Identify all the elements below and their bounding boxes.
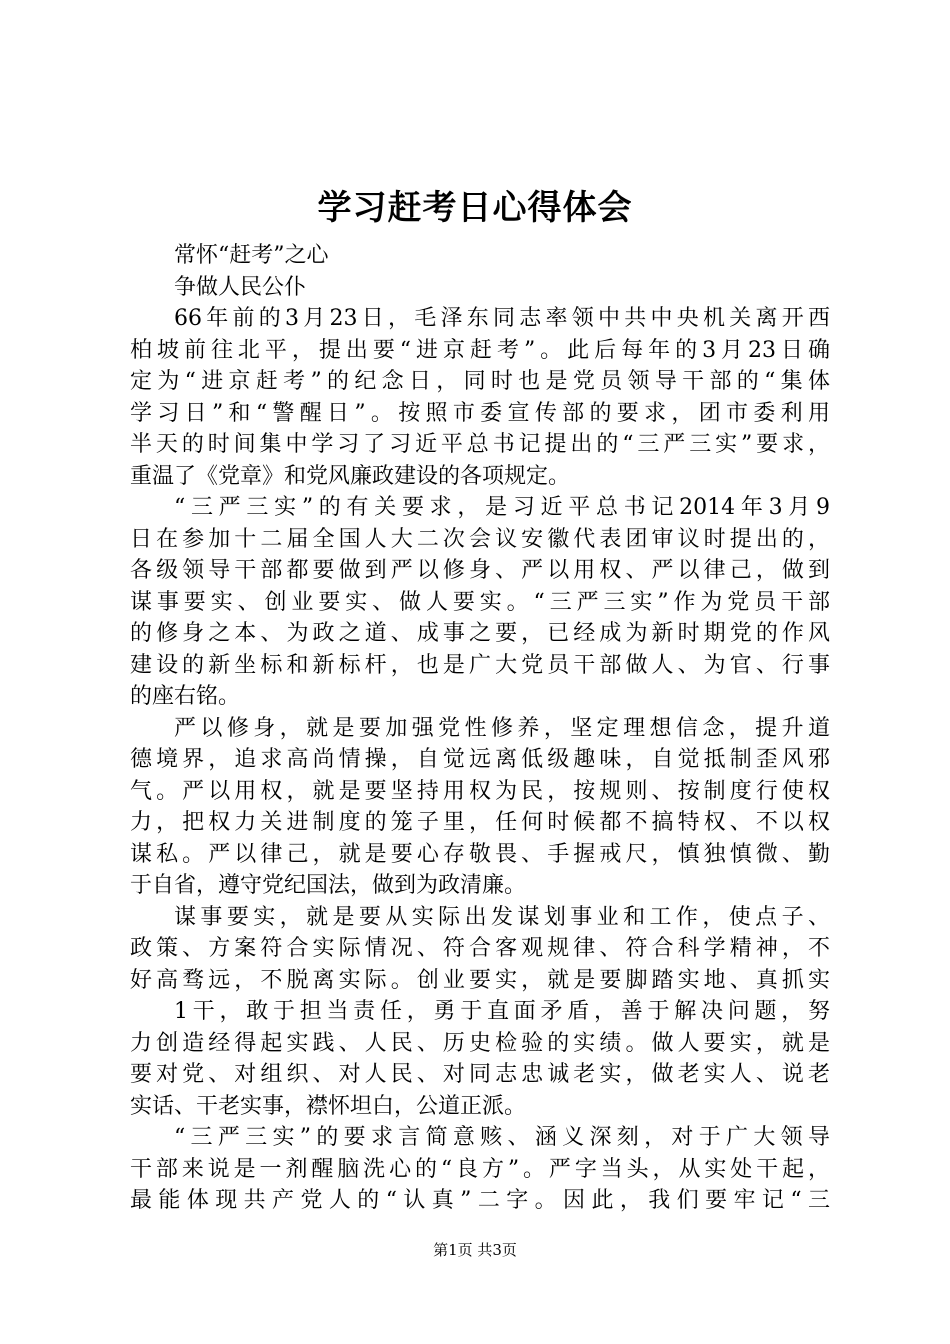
body-line: 好高骛远，不脱离实际。创业要实，就是要脚踏实地、真抓实: [130, 967, 830, 993]
body-line: 各级领导干部都要做到严以修身、严以用权、严以律己，做到: [130, 558, 830, 583]
body-line: 政策、方案符合实际情况、符合客观规律、符合科学精神，不: [130, 936, 830, 961]
body-line: 建设的新坐标和新标杆，也是广大党员干部做人、为官、行事: [130, 652, 830, 678]
body-line: 半天的时间集中学习了习近平总书记提出的“三严三实”要求，: [130, 432, 830, 457]
body-line: 常怀“赶考”之心: [174, 243, 329, 268]
body-line: “三严三实”的有关要求，是习近平总书记2014年3月9: [174, 495, 830, 520]
body-line: 于自省，遵守党纪国法，做到为政清廉。: [130, 873, 527, 898]
body-line: 最能体现共产党人的“认真”二字。因此，我们要牢记“三: [130, 1188, 830, 1213]
body-line: 力创造经得起实践、人民、历史检验的实绩。做人要实，就是: [130, 1030, 830, 1056]
body-line: 干部来说是一剂醒脑洗心的“良方”。严字当头，从实处干起，: [130, 1156, 830, 1182]
body-line: 学习日”和“警醒日”。按照市委宣传部的要求，团市委利用: [130, 400, 830, 426]
body-line: 严以修身，就是要加强党性修养，坚定理想信念，提升道: [174, 715, 830, 741]
body-line: 谋私。严以律己，就是要心存敬畏、手握戒尺，慎独慎微、勤: [130, 841, 830, 867]
document-title: 学习赶考日心得体会: [317, 188, 633, 228]
body-line: 定为“进京赶考”的纪念日，同时也是党员领导干部的“集体: [130, 369, 830, 394]
body-line: “三严三实”的要求言简意赅、涵义深刻，对于广大领导: [174, 1125, 830, 1150]
body-line: 1干，敢于担当责任，勇于直面矛盾，善于解决问题，努: [174, 999, 830, 1024]
document-body: [130, 240, 830, 1217]
body-line: 谋事要实，就是要从实际出发谋划事业和工作，使点子、: [174, 904, 830, 930]
body-line: 力，把权力关进制度的笼子里，任何时候都不搞特权、不以权: [130, 810, 830, 835]
page-footer: 第1页 共3页: [433, 1241, 517, 1259]
body-line: 实话、干老实事，襟怀坦白，公道正派。: [130, 1093, 527, 1119]
body-line: 谋事要实、创业要实、做人要实。“三严三实”作为党员干部: [130, 589, 830, 615]
body-line: 的修身之本、为政之道、成事之要，已经成为新时期党的作风: [130, 621, 830, 646]
body-line: 66年前的3月23日，毛泽东同志率领中共中央机关离开西: [174, 306, 830, 331]
body-line: 气。严以用权，就是要坚持用权为民，按规则、按制度行使权: [130, 778, 830, 804]
body-line: 要对党、对组织、对人民、对同志忠诚老实，做老实人、说老: [130, 1062, 830, 1087]
body-line: 日在参加十二届全国人大二次会议安徽代表团审议时提出的，: [130, 526, 830, 552]
body-line: 争做人民公仆: [174, 274, 307, 300]
body-line: 重温了《党章》和党风廉政建设的各项规定。: [130, 463, 571, 489]
body-line: 德境界，追求高尚情操，自觉远离低级趣味，自觉抵制歪风邪: [130, 747, 830, 772]
body-line: 的座右铭。: [130, 684, 241, 709]
body-line: 柏坡前往北平，提出要“进京赶考”。此后每年的3月23日确: [130, 337, 830, 363]
